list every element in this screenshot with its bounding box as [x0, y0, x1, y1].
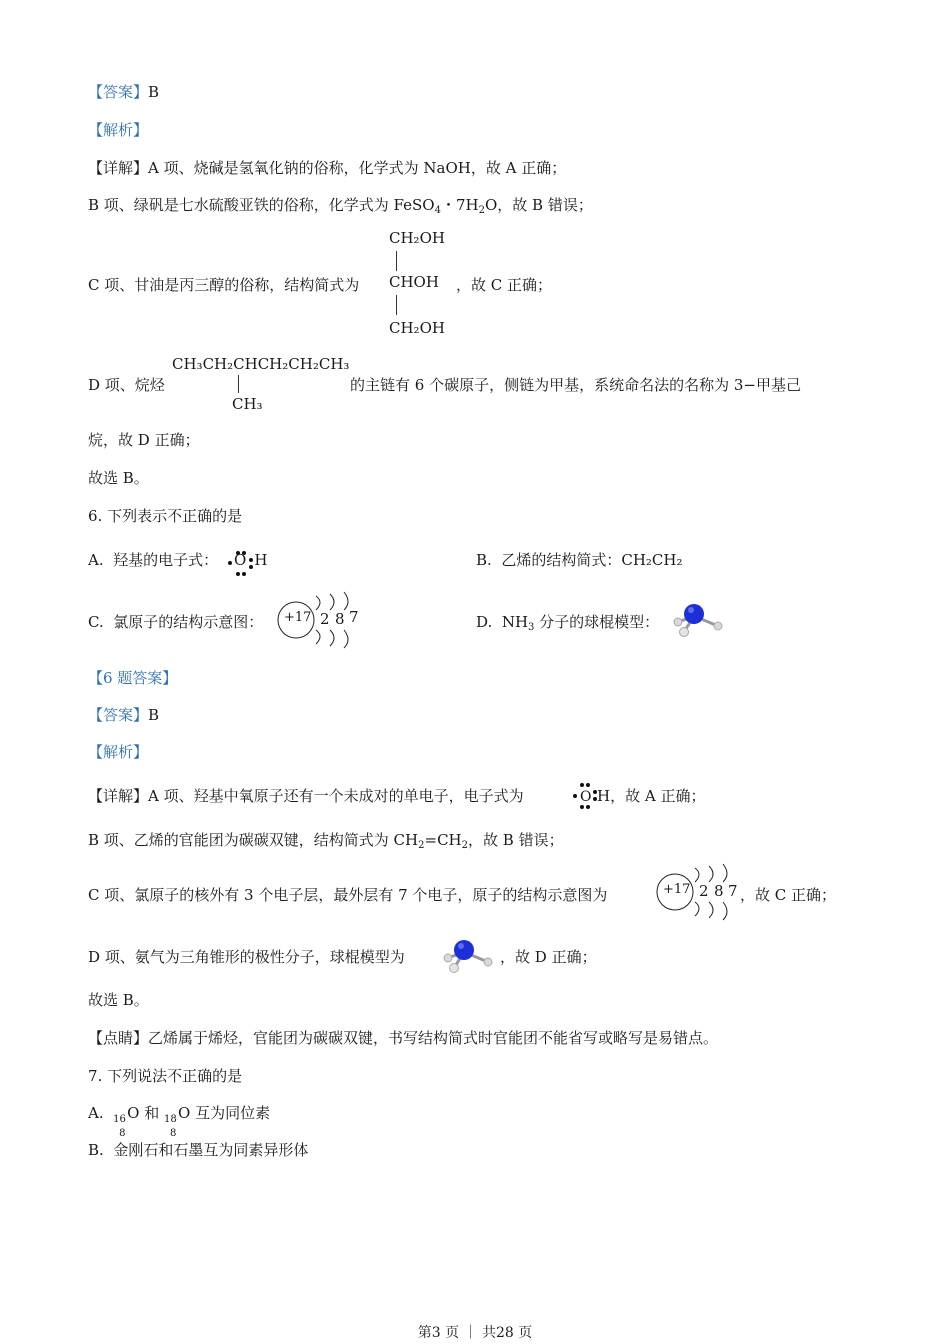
q5-line-d-pre: D 项、烷烃: [88, 376, 165, 394]
q5-line-a: [88, 158, 566, 178]
q5-line-b-sub2: 2: [478, 205, 485, 216]
q5-line-c-pre: C 项、甘油是丙三醇的俗称，结构简式为: [88, 276, 360, 294]
chlorine-atom-diagram: [276, 590, 366, 650]
q5-line-b-post: O，故 B 错误；: [484, 196, 593, 214]
shell-1: 2: [320, 610, 330, 628]
q6-answer-header: 【6 题答案】: [88, 669, 178, 687]
shell-2: 8: [335, 610, 345, 628]
q6-line-a-post: H，故 A 正确；: [597, 787, 706, 805]
q7-option-a-label: A.: [88, 1104, 104, 1122]
glycerol-bot: CH₂OH: [389, 319, 445, 337]
q6-line-b: B 项、乙烯的官能团为碳碳双键，结构简式为 $CH_2=CH_2$，故 B 错误；: [88, 831, 564, 851]
q5-line-b-sub1: 4: [434, 205, 441, 216]
q6-option-b: [476, 550, 683, 570]
q5-line-d-post: 的主链有 6 个碳原子，侧链为甲基，系统命名法的名称为 3−甲基己: [350, 376, 801, 394]
q5-answer-line: [88, 82, 159, 102]
q6-line-d-pre: D 项、氨气为三角锥形的极性分子，球棍模型为: [88, 948, 405, 966]
q7-option-b-text: 金刚石和石墨互为同素异形体: [113, 1141, 309, 1159]
q6-line-a: [88, 786, 524, 806]
q6-option-c: [88, 612, 263, 632]
glycerol-mid: CHOH: [389, 273, 439, 291]
q7-option-a-el2: O 互为同位素: [178, 1104, 271, 1122]
q6-line-d-post: ，故 D 正确；: [500, 948, 597, 966]
q6-line-b-mid: =CH: [424, 831, 462, 849]
note-tag: 【点睛】: [88, 1029, 149, 1047]
q6-answer-line: [88, 705, 159, 725]
q5-line-b-pre: B 项、绿矾是七水硫酸亚铁的俗称，化学式为 FeSO: [88, 196, 435, 214]
q6-answer-tag: 【答案】: [88, 706, 149, 724]
ammonia-ball-stick-icon: [670, 600, 730, 640]
option-a-label: A.: [88, 551, 104, 569]
atom-nucleus: +17: [284, 610, 312, 625]
hydroxyl-dots-icon: [572, 782, 600, 810]
option-b-label: B.: [476, 551, 492, 569]
option-a-text: 羟基的电子式：: [113, 551, 219, 569]
mass-number-2: 18: [164, 1114, 177, 1125]
svg-text:O: O: [580, 789, 592, 805]
q6-line-b-post: ，故 B 错误；: [468, 831, 564, 849]
atomic-number-1: 8: [119, 1128, 126, 1139]
q6-detail-tag: 【详解】: [88, 787, 149, 805]
q7-option-a: [88, 1103, 271, 1139]
chlorine-atom-diagram-2: [655, 862, 745, 922]
q7-option-b-label: B.: [88, 1141, 104, 1159]
glycerol-bond-bot: [396, 295, 397, 315]
option-d-text: 分子的球棍模型：: [534, 613, 660, 631]
note-text: 乙烯属于烯烃，官能团为碳碳双键，书写结构简式时官能团不能省写或略写是易错点。: [148, 1029, 719, 1047]
q6-conclusion: 故选 B。: [88, 991, 149, 1009]
q5-line-c-post: ，故 C 正确；: [456, 276, 553, 294]
q5-line-b: [88, 195, 593, 221]
q6-line-b-pre: B 项、乙烯的官能团为碳碳双键，结构简式为 CH: [88, 831, 419, 849]
alkane-branch: CH₃: [232, 395, 263, 413]
q6-option-a: [88, 550, 218, 570]
atom-nucleus: +17: [663, 882, 691, 897]
option-c-label: C.: [88, 613, 104, 631]
option-d-sub: 3: [528, 622, 535, 633]
option-a-o: O: [234, 551, 247, 569]
q5-line-a-text: A 项、烧碱是氢氧化钠的俗称，化学式为 NaOH，故 A 正确；: [148, 159, 567, 177]
q6-line-a-pre: A 项、羟基中氧原子还有一个未成对的单电子，电子式为: [148, 787, 524, 805]
option-b-text: 乙烯的结构简式：CH₂CH₂: [501, 551, 683, 569]
q6-analysis-tag: 【解析】: [88, 743, 149, 761]
q5-analysis-tag: 【解析】: [88, 121, 149, 139]
option-a-h: H: [254, 551, 268, 569]
q5-conclusion: 故选 B。: [88, 469, 149, 487]
alkane-chain: CH₃CH₂CHCH₂CH₂CH₃: [172, 355, 350, 373]
alkane-structure: [172, 355, 352, 415]
option-c-text: 氯原子的结构示意图：: [113, 613, 264, 631]
q6-answer-value: B: [148, 706, 160, 724]
option-a-formula: [234, 550, 267, 570]
q7-stem: 7. 下列说法不正确的是: [88, 1067, 243, 1085]
atomic-number-2: 8: [170, 1128, 177, 1139]
q7-option-a-el1: O 和: [127, 1104, 164, 1122]
q6-stem: 6. 下列表示不正确的是: [88, 507, 243, 525]
q6-line-c-pre: C 项、氯原子的核外有 3 个电子层，最外层有 7 个电子，原子的结构示意图为: [88, 886, 608, 904]
option-d-nh: NH: [501, 613, 529, 631]
ammonia-ball-stick-icon: [440, 936, 500, 976]
page-footer: 第3 页 ｜ 共28 页: [417, 1325, 533, 1341]
q5-line-b-mid: ・7H: [440, 196, 479, 214]
answer-value: B: [148, 83, 160, 101]
q6-note: [88, 1028, 718, 1048]
shell-3: 7: [349, 608, 359, 626]
detail-tag: 【详解】: [88, 159, 149, 177]
q6-line-c-post: ，故 C 正确；: [740, 886, 837, 904]
shell-2: 8: [714, 882, 724, 900]
glycerol-top: CH₂OH: [389, 229, 445, 247]
shell-3: 7: [728, 882, 738, 900]
q5-line-d-cont: 烷，故 D 正确；: [88, 431, 200, 449]
shell-1: 2: [699, 882, 709, 900]
answer-tag: 【答案】: [88, 83, 149, 101]
mass-number-1: 16: [113, 1114, 126, 1125]
q7-option-b: [88, 1140, 308, 1160]
q6-option-d: [476, 612, 659, 638]
option-d-label: D.: [476, 613, 493, 631]
glycerol-bond-top: [396, 251, 397, 271]
alkane-branch-bond: [238, 375, 239, 393]
